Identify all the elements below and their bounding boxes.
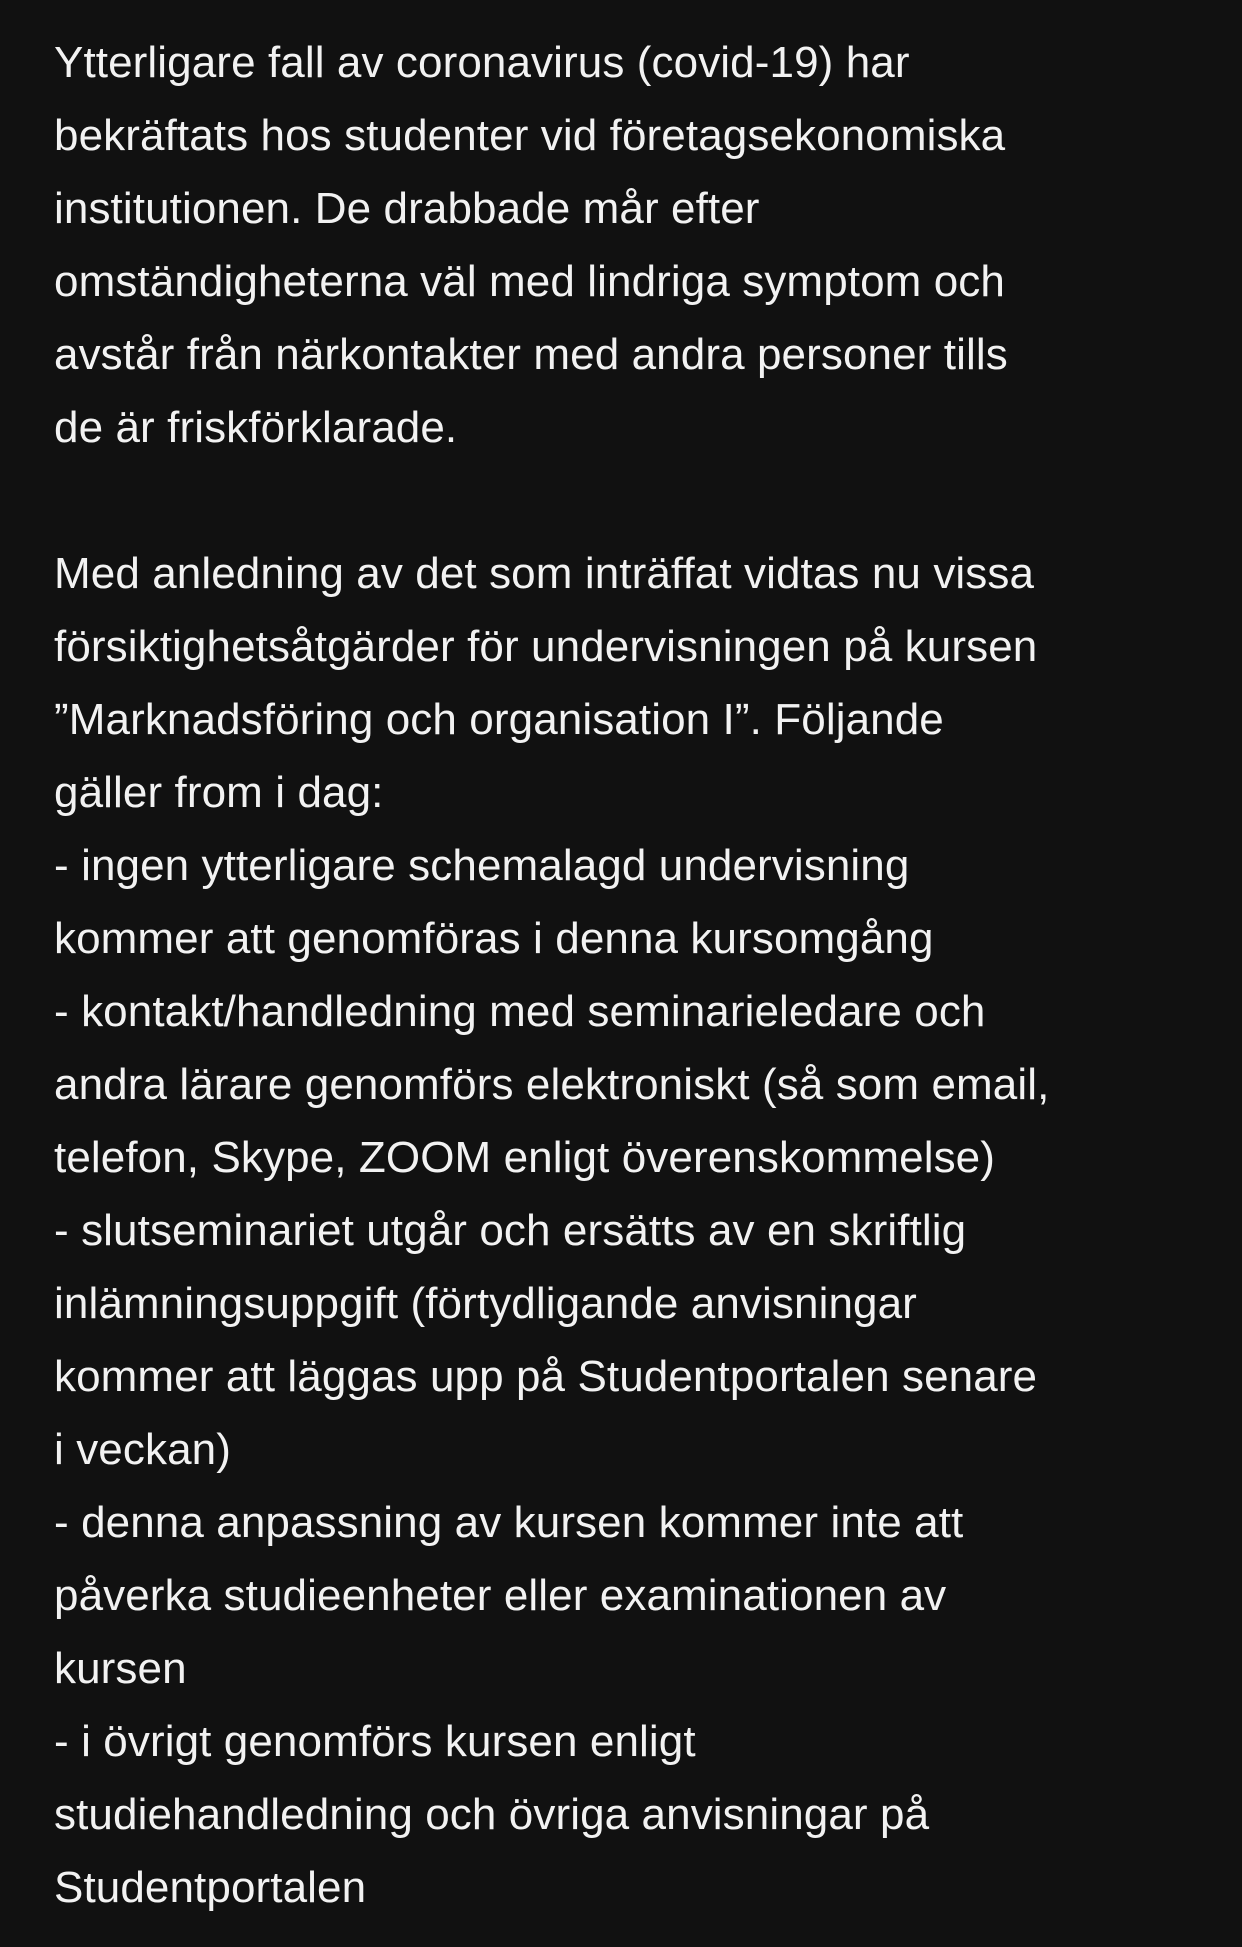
message-line: bekräftats hos studenter vid företagsekonomiska xyxy=(54,111,1006,160)
message-line: Med anledning av det som inträffat vidtas nu vissa xyxy=(54,549,1035,598)
list-item-line: andra lärare genomförs elektroniskt (så som email, xyxy=(54,1060,1050,1109)
list-item-line: - ingen ytterligare schemalagd undervisning xyxy=(54,841,910,890)
list-item-line: - kontakt/handledning med seminarieledare och xyxy=(54,987,986,1036)
list-item-line: kommer att läggas upp på Studentportalen senare xyxy=(54,1352,1038,1401)
message-line: institutionen. De drabbade mår efter xyxy=(54,184,760,233)
message-line: de är friskförklarade. xyxy=(54,403,458,452)
paragraph-measures xyxy=(54,537,1214,1924)
list-item-line: påverka studieenheter eller examinationen av xyxy=(54,1571,947,1620)
paragraph-intro xyxy=(54,26,1214,464)
paragraph-gap xyxy=(54,464,1214,537)
list-item-line: telefon, Skype, ZOOM enligt överenskommelse) xyxy=(54,1133,995,1182)
message-line: ”Marknadsföring och organisation I”. Följande xyxy=(54,695,944,744)
list-item-line: inlämningsuppgift (förtydligande anvisningar xyxy=(54,1279,917,1328)
list-item-line: - slutseminariet utgår och ersätts av en skriftlig xyxy=(54,1206,967,1255)
message-line: Ytterligare fall av coronavirus (covid-19) har xyxy=(54,38,910,87)
message-line: avstår från närkontakter med andra personer tills xyxy=(54,330,1008,379)
list-item-line: - i övrigt genomförs kursen enligt xyxy=(54,1717,696,1766)
list-item-line: Studentportalen xyxy=(54,1863,367,1912)
message-body xyxy=(54,26,1214,1924)
message-line: försiktighetsåtgärder för undervisningen på kursen xyxy=(54,622,1038,671)
list-item-line: kommer att genomföras i denna kursomgång xyxy=(54,914,934,963)
message-line: gäller from i dag: xyxy=(54,768,384,817)
list-item-line: kursen xyxy=(54,1644,187,1693)
list-item-line: i veckan) xyxy=(54,1425,231,1474)
list-item-line: - denna anpassning av kursen kommer inte att xyxy=(54,1498,964,1547)
message-line: omständigheterna väl med lindriga symptom och xyxy=(54,257,1005,306)
list-item-line: studiehandledning och övriga anvisningar på xyxy=(54,1790,930,1839)
